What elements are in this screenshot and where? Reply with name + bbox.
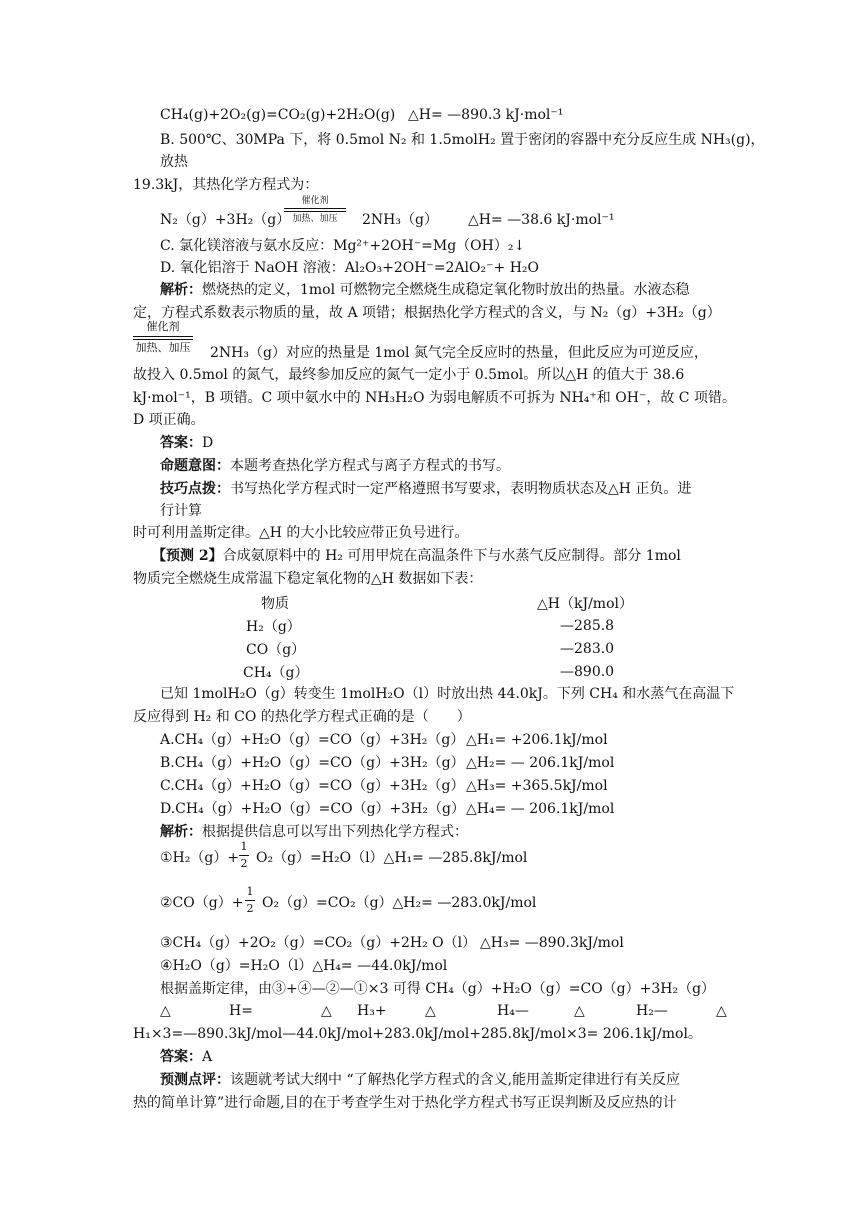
hess-token: △ xyxy=(716,1003,727,1019)
table-row-dh: —890.0 xyxy=(560,664,615,680)
arrow-forward-line xyxy=(284,208,346,209)
fraction-half xyxy=(244,886,256,915)
arrow-backward-line xyxy=(284,211,346,212)
option-eq: B.CH₄（g）+H₂O（g）=CO（g）+3H₂（g） xyxy=(160,755,465,771)
tips-line-2: 行计算 xyxy=(160,503,202,519)
option-dh: △H₂= — 206.1kJ/mol xyxy=(466,755,615,771)
q2-intro-line-1: 【预测 2】合成氨原料中的 H₂ 可用甲烷在高温条件下与水蒸气反应制得。部分 1mol xyxy=(152,548,681,564)
option-eq: D.CH₄（g）+H₂O（g）=CO（g）+3H₂（g） xyxy=(160,801,465,817)
review-line-1: 预测点评：该题就考试大纲中 “了解热化学方程式的含义,能用盖斯定律进行有关反应 xyxy=(160,1072,681,1088)
hess-token: H= xyxy=(229,1003,253,1019)
eq-2-post: O₂（g）=CO₂（g）△H₂= —283.0kJ/mol xyxy=(262,895,537,911)
analysis-1-line-6: D 项正确。 xyxy=(133,412,205,428)
tips-label: 技巧点拨： xyxy=(160,481,230,497)
analysis-1-line-1: 解析：燃烧热的定义，1mol 可燃物完全燃烧生成稳定氧化物时放出的热量。水液态稳 xyxy=(160,282,690,298)
analysis-1-line-5: kJ·mol⁻¹，B 项错。C 项中氨水中的 NH₃H₂O 为弱电解质不可拆为 NH₄⁺和 OH⁻，故 C 项错。 xyxy=(133,390,736,406)
option-b-line-2: 放热 xyxy=(160,154,188,170)
eq-1-post: O₂（g）=H₂O（l）△H₁= —285.8kJ/mol xyxy=(256,850,528,866)
answer-2: 答案：A xyxy=(160,1049,213,1065)
hess-token: H₂— xyxy=(636,1003,668,1019)
equation-b-right: 2NH₃（g） xyxy=(362,212,438,228)
fraction-numerator: 1 xyxy=(246,885,254,898)
option-d: D. 氧化铝溶于 NaOH 溶液：Al₂O₃+2OH⁻=2AlO₂⁻+ H₂O xyxy=(160,260,539,276)
known-line-1: 已知 1molH₂O（g）转变生 1molH₂O（l）时放出热 44.0kJ。下列 CH₄ 和水蒸气在高温下 xyxy=(160,686,735,702)
hess-calc: H₁×3=—890.3kJ/mol—44.0kJ/mol+283.0kJ/mol+285.8kJ/mol×3= 206.1kJ/mol。 xyxy=(133,1026,702,1042)
arrow-bottom-label: 加热、加压 xyxy=(292,214,338,224)
eq-1-pre: ①H₂（g）+ xyxy=(160,850,240,866)
arrow-top-label: 催化剂 xyxy=(146,320,180,333)
table-row-dh: —283.0 xyxy=(560,641,615,657)
hess-token: H₃+ xyxy=(357,1003,387,1019)
equation-a: CH₄(g)+2O₂(g)=CO₂(g)+2H₂O(g) xyxy=(160,107,396,123)
hess-law: 根据盖斯定律，由③+④—②—①×3 可得 CH₄（g）+H₂O（g）=CO（g）+3H₂（g） xyxy=(160,981,716,997)
fraction-denominator: 2 xyxy=(240,857,248,870)
table-header-dh: △H（kJ/mol） xyxy=(537,596,633,612)
intent-label: 命题意图： xyxy=(160,458,230,474)
option-dh: △H₄= — 206.1kJ/mol xyxy=(466,801,615,817)
equation-b-dh: △H= —38.6 kJ·mol⁻¹ xyxy=(468,212,615,228)
option-dh: △H₁= +206.1kJ/mol xyxy=(466,732,608,748)
hess-token: △ xyxy=(321,1003,332,1019)
analysis-1-line-2: 定，方程式系数表示物质的量，故 A 项错；根据热化学方程式的含义，与 N₂（g）+3H₂（g） xyxy=(133,305,721,321)
analysis-1-line-3: 2NH₃（g）对应的热量是 1mol 氮气完全反应时的热量，但此反应为可逆反应， xyxy=(210,345,708,361)
analysis-label: 解析： xyxy=(160,824,202,840)
hess-token: H₄— xyxy=(497,1003,529,1019)
table-row-substance: CO（g） xyxy=(246,642,306,658)
tips-line-3: 时可利用盖斯定律。△H 的大小比较应带正负号进行。 xyxy=(133,525,469,541)
option-eq: A.CH₄（g）+H₂O（g）=CO（g）+3H₂（g） xyxy=(160,732,465,748)
analysis-1-line-4: 故投入 0.5mol 的氮气，最终参加反应的氮气一定小于 0.5mol。所以△H 的值大于 38.6 xyxy=(133,367,685,383)
hess-token: △ xyxy=(574,1003,585,1019)
q2-title: 【预测 2】 xyxy=(152,548,223,564)
q2-intro-line-2: 物质完全燃烧生成常温下稳定氧化物的△H 数据如下表： xyxy=(133,571,483,587)
option-dh: △H₃= +365.5kJ/mol xyxy=(466,778,608,794)
eq-3-dh: △H₃= —890.3kJ/mol xyxy=(480,935,624,951)
answer-label: 答案： xyxy=(160,435,202,451)
equation-b-left: N₂（g）+3H₂（g） xyxy=(160,212,291,228)
eq-2-pre: ②CO（g）+ xyxy=(160,895,244,911)
fraction-denominator: 2 xyxy=(246,902,254,915)
reversible-arrow-inline xyxy=(133,322,193,354)
table-header-substance: 物质 xyxy=(261,596,289,612)
hess-token: △ xyxy=(425,1003,436,1019)
fraction-bar xyxy=(245,900,255,901)
option-b-line-1: B. 500℃、30MPa 下，将 0.5mol N₂ 和 1.5molH₂ 置于密闭的容器中充分反应生成 NH₃(g)， xyxy=(160,132,765,148)
table-row-dh: —285.8 xyxy=(560,618,615,634)
review-line-2: 热的简单计算”进行命题,目的在于考查学生对于热化学方程式书写正误判断及反应热的计 xyxy=(133,1095,677,1111)
fraction-half xyxy=(238,841,250,870)
hess-token: △ xyxy=(160,1003,171,1019)
intent: 命题意图：本题考查热化学方程式与离子方程式的书写。 xyxy=(160,458,510,474)
arrow-top-label: 催化剂 xyxy=(301,196,329,206)
table-row-substance: CH₄（g） xyxy=(243,665,309,681)
analysis-label: 解析： xyxy=(160,282,202,298)
option-c: C. 氯化镁溶液与氨水反应：Mg²⁺+2OH⁻=Mg（OH）₂↓ xyxy=(160,238,526,254)
known-line-2: 反应得到 H₂ 和 CO 的热化学方程式正确的是（ ） xyxy=(133,709,471,725)
answer-label: 答案： xyxy=(160,1049,202,1065)
fraction-numerator: 1 xyxy=(240,840,248,853)
option-b-line-3: 19.3kJ，其热化学方程式为： xyxy=(133,177,319,193)
equation-a-dh: △H= —890.3 kJ·mol⁻¹ xyxy=(408,107,564,123)
reversible-arrow xyxy=(284,196,346,226)
tips-line-1: 技巧点拨：书写热化学方程式时一定严格遵照书写要求，表明物质状态及△H 正负。进 xyxy=(160,481,692,497)
answer-1: 答案：D xyxy=(160,435,214,451)
eq-3: ③CH₄（g）+2O₂（g）=CO₂（g）+2H₂ O（l） xyxy=(160,935,477,951)
arrow-backward-line xyxy=(133,339,193,340)
analysis-2-intro: 解析：根据提供信息可以写出下列热化学方程式： xyxy=(160,824,468,840)
option-eq: C.CH₄（g）+H₂O（g）=CO（g）+3H₂（g） xyxy=(160,778,465,794)
arrow-forward-line xyxy=(133,336,193,337)
fraction-bar xyxy=(239,855,249,856)
arrow-bottom-label: 加热、加压 xyxy=(135,341,191,354)
table-row-substance: H₂（g） xyxy=(246,619,301,635)
review-label: 预测点评： xyxy=(160,1072,230,1088)
eq-4: ④H₂O（g）=H₂O（l）△H₄= —44.0kJ/mol xyxy=(160,958,448,974)
